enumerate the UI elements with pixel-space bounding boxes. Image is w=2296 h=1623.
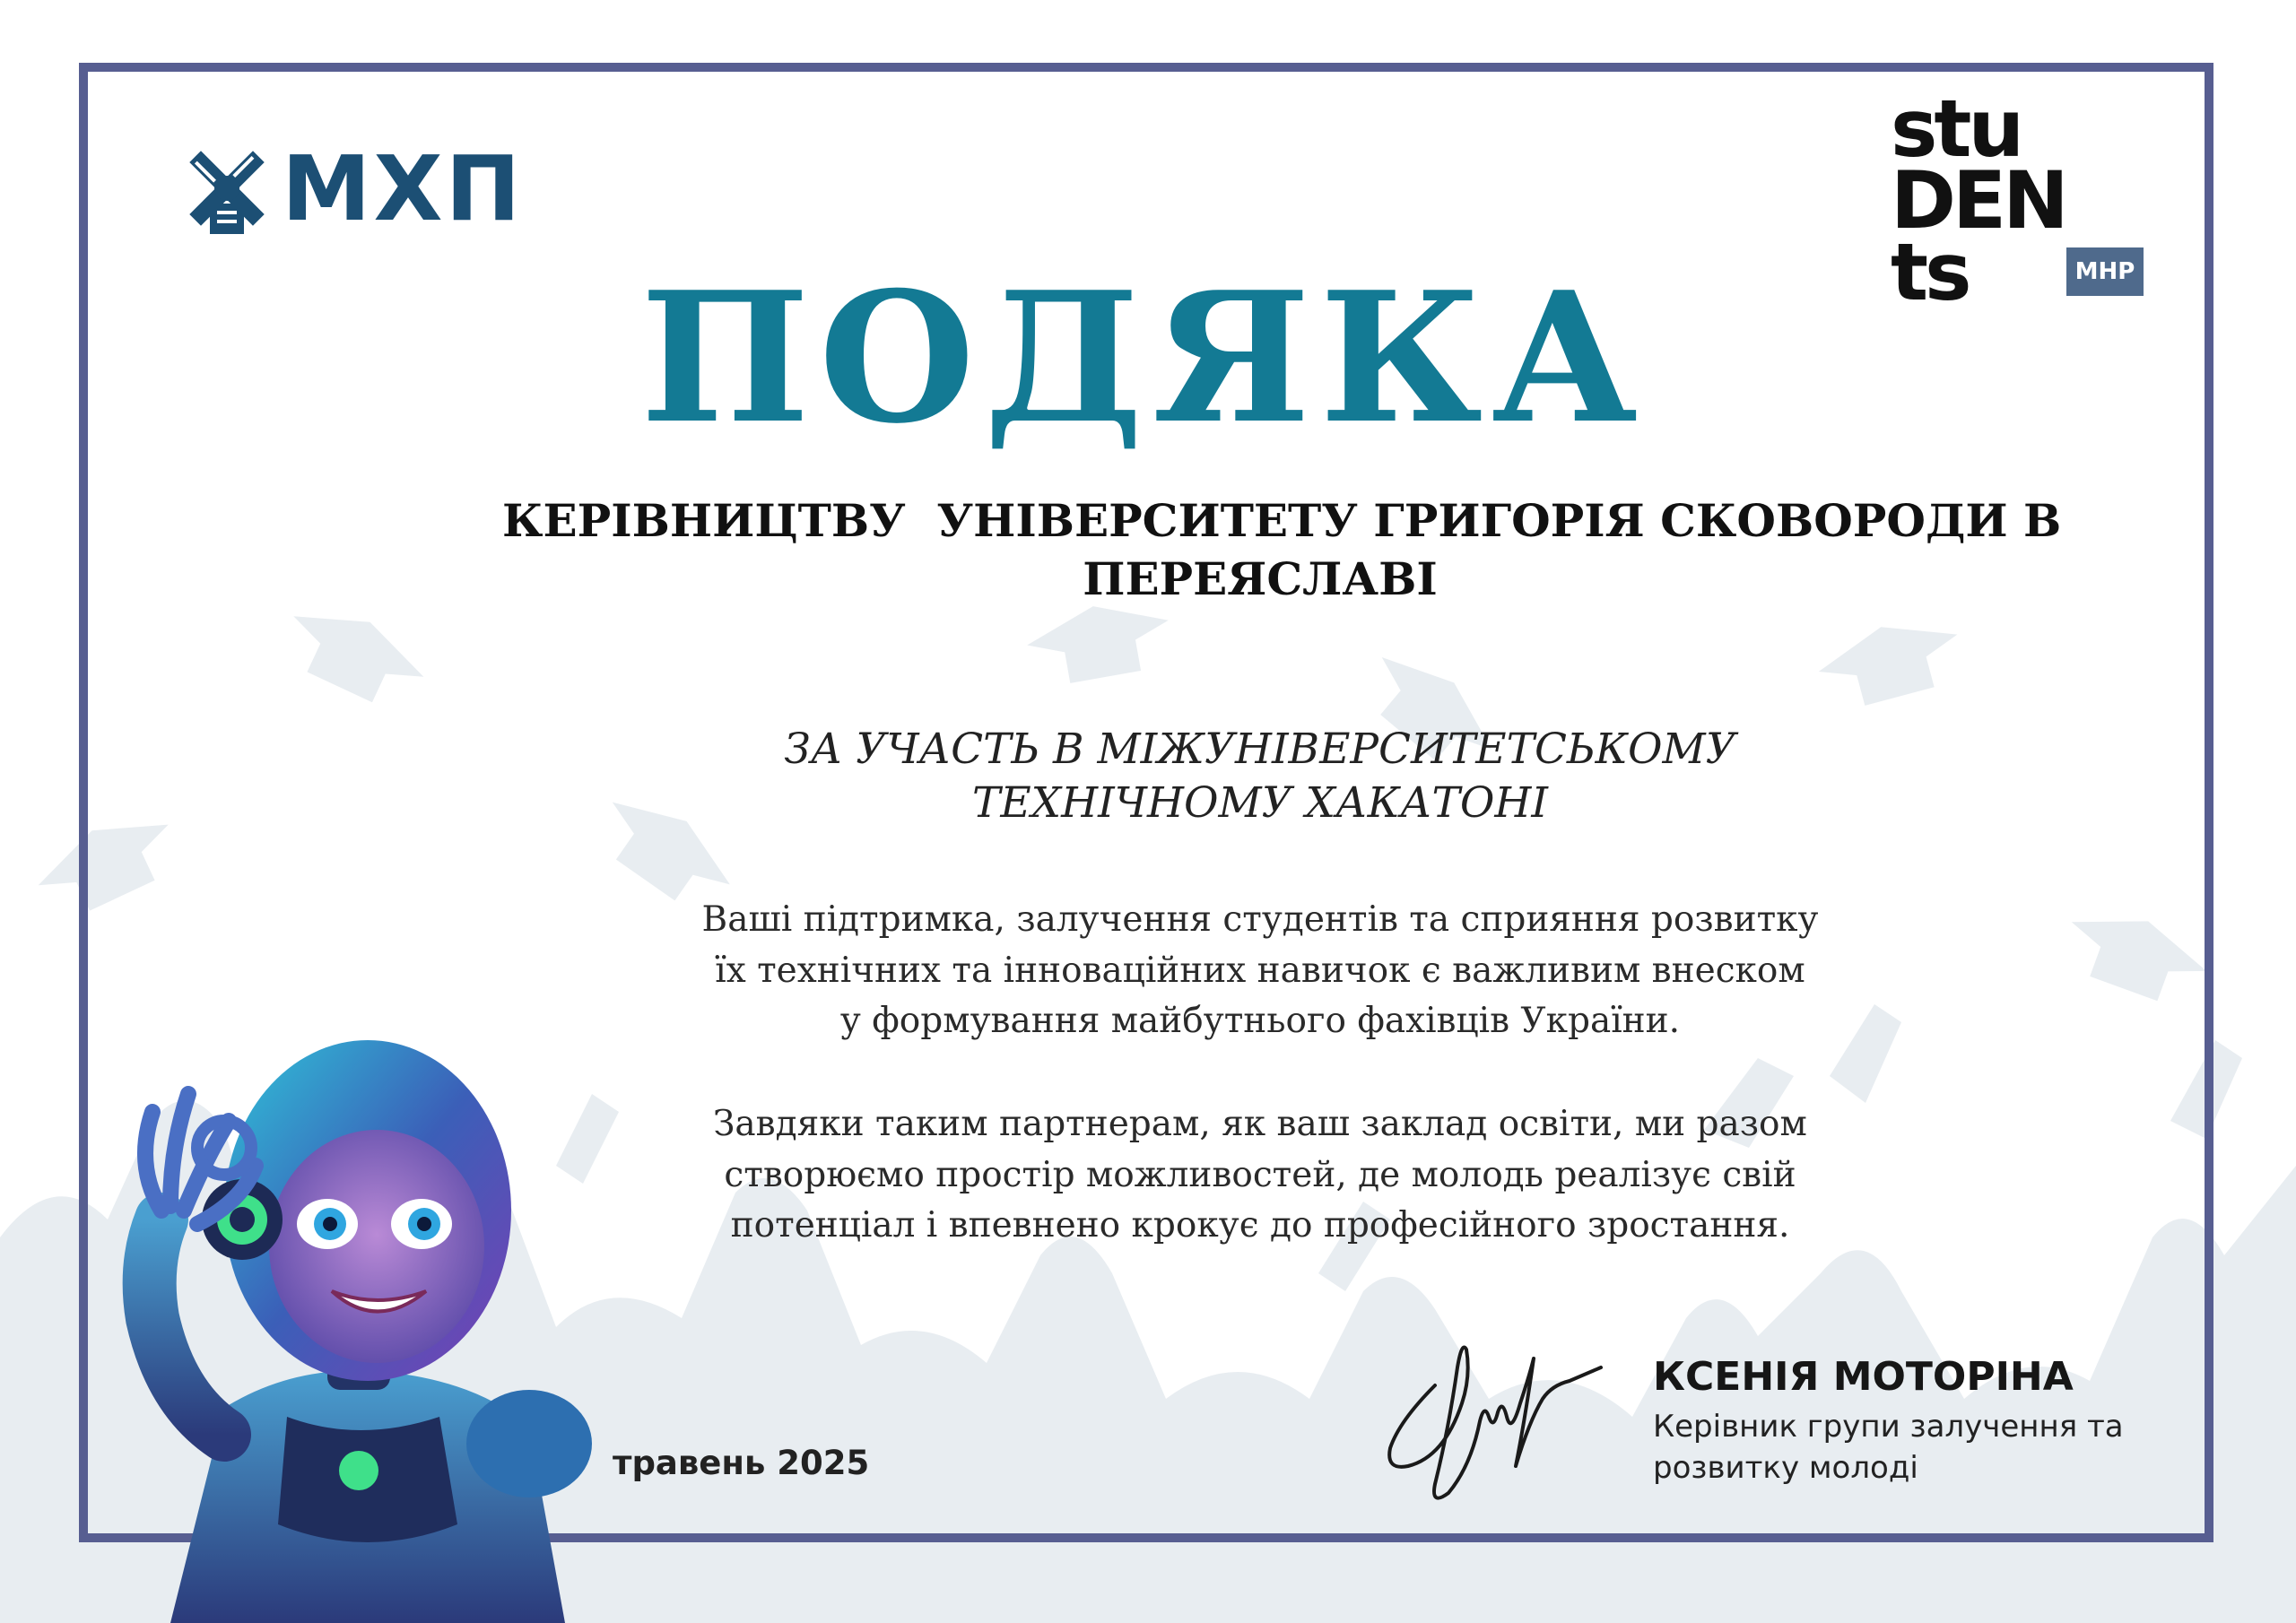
paragraph-line: Ваші підтримка, залучення студентів та сприяння розвитку (701, 899, 1819, 940)
paragraph-line: у формування майбутнього фахівців України. (839, 1001, 1681, 1042)
signature-icon (1363, 1314, 1605, 1511)
students-logo-line2: DEN (1891, 154, 2066, 247)
certificate-date: травень 2025 (613, 1444, 870, 1482)
paragraph-line: їх технічних та інноваційних навичок є важливим внеском (715, 950, 1805, 991)
students-logo-line1: stu (1891, 82, 2022, 175)
paragraph-line: Завдяки таким партнерам, як ваш заклад освіти, ми разом (713, 1104, 1807, 1144)
recipient-line: ПЕРЕЯСЛАВІ (1083, 552, 1438, 605)
paragraph-line: створюємо простір можливостей, де молодь реалізує свій (724, 1154, 1796, 1195)
paragraph-line: потенціал і впевнено крокує до професійного зростання. (730, 1205, 1790, 1246)
robot-illustration (63, 1022, 709, 1623)
award-reason (502, 723, 2018, 829)
signer-role (1653, 1406, 2155, 1488)
paragraph-support (502, 895, 2018, 1047)
paragraph-partnership (502, 1099, 2018, 1252)
signer-role-line: Керівник групи залучення та (1653, 1409, 2124, 1445)
students-mhp-logo (1891, 82, 2160, 318)
mhp-logo-text: МХП (282, 136, 524, 241)
students-logo-badge: МНР (2066, 247, 2144, 296)
mhp-logo (178, 136, 524, 247)
signer-role-line: розвитку молоді (1653, 1450, 1918, 1487)
reason-line: ЗА УЧАСТЬ В МІЖУНІВЕРСИТЕТСЬКОМУ (784, 725, 1736, 774)
reason-line: ТЕХНІЧНОМУ ХАКАТОНІ (971, 777, 1548, 828)
students-logo-line3: ts (1891, 226, 1969, 318)
windmill-icon (178, 139, 276, 238)
certificate-title: ПОДЯКА (639, 253, 1648, 464)
recipient-line: КЕРІВНИЦТВУ УНІВЕРСИТЕТУ ГРИГОРІЯ СКОВОРОДИ В (502, 494, 2062, 547)
recipient (502, 491, 2062, 608)
signer-name: КСЕНІЯ МОТОРІНА (1653, 1354, 2074, 1400)
